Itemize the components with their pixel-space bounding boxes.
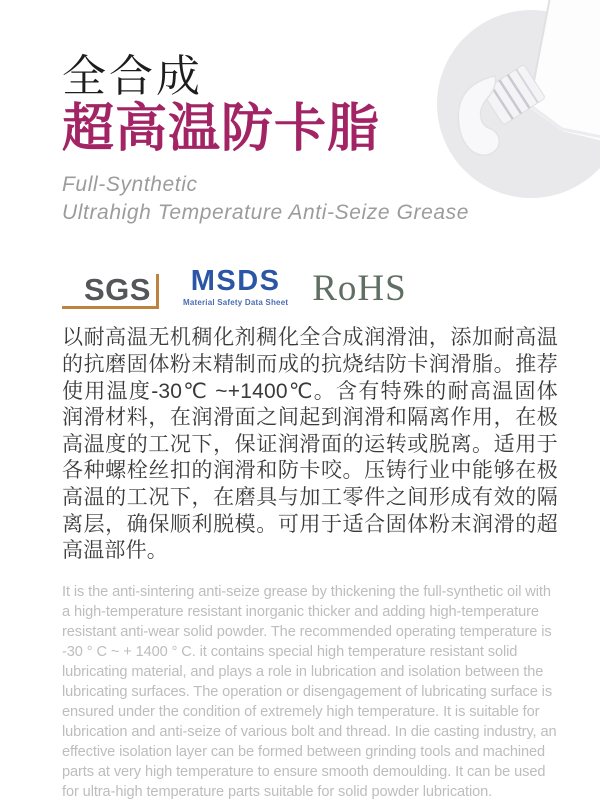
title-cn-magenta: 超高温防卡脂: [62, 100, 381, 159]
product-subtitle-en: [62, 171, 558, 227]
certification-logos-row: [62, 255, 558, 309]
rohs-logo: RoHS: [312, 268, 407, 310]
description-chinese: 以耐高温无机稠化剂稠化全合成润滑油，添加耐高温的抗磨固体粉末精制而成的抗烧结防卡润滑脂。推荐使用温度-30℃ ~+1400℃。含有特殊的耐高温固体润滑材料，在润滑面之间起到润滑和隔离作用，在极高温度的工况下，保证润滑面的运转或脱离。适用于各种螺栓丝扣的润滑和防卡咬。压铸行业中能够在极高温的工况下，在磨具与加工零件之间形成有效的隔离层，确保顺利脱模。可用于适合固体粉末润滑的超高温部件。: [62, 326, 558, 563]
msds-logo-subtext: Material Safety Data Sheet: [182, 298, 289, 308]
title-cn-black: 全合成: [62, 52, 203, 101]
subtitle-line-1: Full-Synthetic: [62, 173, 198, 197]
product-title: [62, 52, 558, 157]
subtitle-line-2: Ultrahigh Temperature Anti-Seize Grease: [62, 201, 470, 225]
sgs-logo-text: SGS: [84, 272, 151, 308]
description-english: It is the anti-sintering anti-seize grease by thickening the full-synthetic oil with a high-temperature resistant inorganic thicker and adding high-temperature resistant anti-wear solid powder. The recommended operating temperature is -30 ° C ~ + 1400 ° C. it contains special high temperature resistant solid lubricating material, and plays a role in lubrication and isolation between the lubricating surfaces. The operation or disengagement of lubricating surface is ensured under the condition of extremely high temperature. It is suitable for lubrication and anti-seize of various bolt and thread. In die casting industry, an effective isolation layer can be formed between grinding tools and machined parts at very high temperature to ensure smooth demoulding. It can be used for ultra-high temperature parts suitable for solid powder lubrication.: [62, 583, 557, 800]
sgs-logo: [62, 274, 159, 309]
msds-logo-text: MSDS: [190, 265, 281, 298]
msds-logo: [183, 267, 288, 309]
